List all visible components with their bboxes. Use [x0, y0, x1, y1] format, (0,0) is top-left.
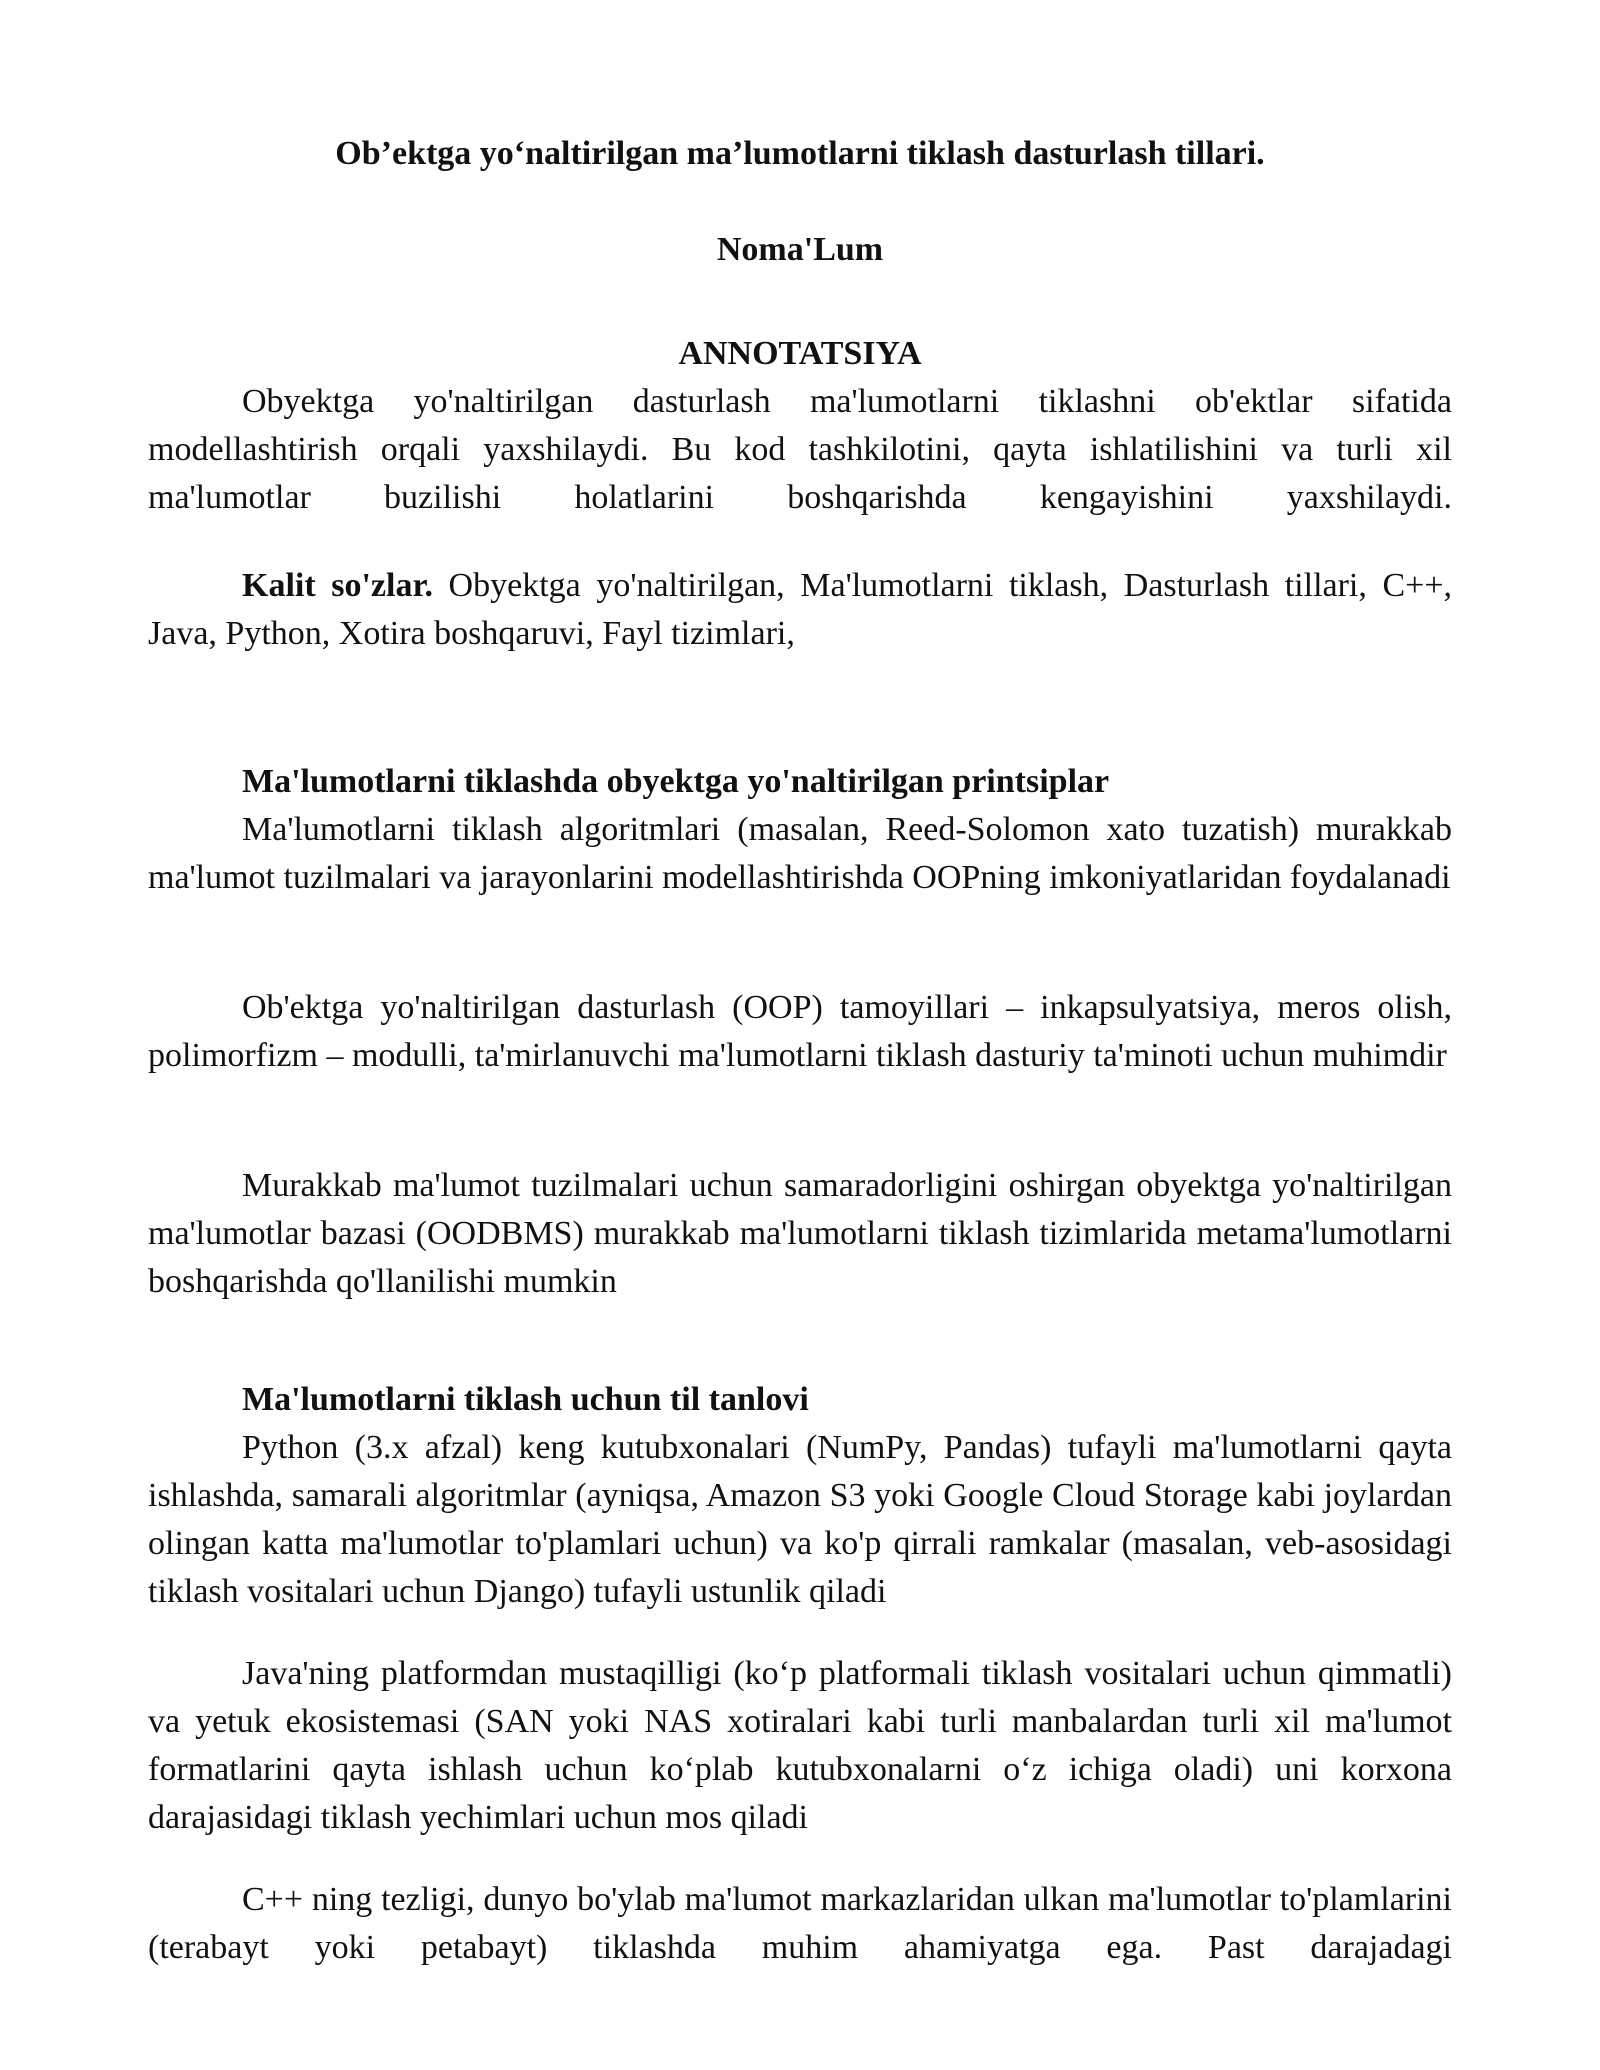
- section1-paragraph: Murakkab ma'lumot tuzilmalari uchun samaradorligini oshirgan obyektga yo'naltirilgan ma'lumotlar bazasi (OODBMS) murakkab ma'lumotlarni tiklash tizimlarida metama'lumotlarni boshqarishda qo'llanilishi mumkin: [148, 1167, 1452, 1300]
- section2-paragraph: Python (3.x afzal) keng kutubxonalari (NumPy, Pandas) tufayli ma'lumotlarni qayta ishlashda, samarali algoritmlar (ayniqsa, Amazon S3 yoki Google Cloud Storage kabi joylardan olingan katta ma'lumotlar to'plamlari uchun) va ko'p qirrali ramkalar (masalan, veb-asosidagi tiklash vositalari uchun Django) tufayli ustunlik qiladi: [148, 1429, 1452, 1610]
- section2-paragraph: C++ ning tezligi, dunyo bo'ylab ma'lumot markazlaridan ulkan ma'lumotlar to'plamlarini (terabayt yoki petabayt) tiklashda muhim ahamiyatga ega. Past darajadagi: [148, 1881, 1452, 1966]
- section-heading-language-choice: Ma'lumotlarni tiklash uchun til tanlovi: [242, 1381, 809, 1418]
- annotation-heading: ANNOTATSIYA: [678, 335, 922, 372]
- annotation-text: Obyektga yo'naltirilgan dasturlash ma'lumotlarni tiklashni ob'ektlar sifatida modellashtirish orqali yaxshilaydi. Bu kod tashkilotini, qayta ishlatilishini va turli xil ma'lumotlar buzilishi holatlarini boshqarishda kengayishini yaxshilaydi.: [148, 383, 1452, 516]
- section1-paragraph: Ma'lumotlarni tiklash algoritmlari (masalan, Reed-Solomon xato tuzatish) murakkab ma'lumot tuzilmalari va jarayonlarini modellashtirishda OOPning imkoniyatlaridan foydalanadi: [148, 811, 1452, 896]
- section1-paragraph: Ob'ektga yo'naltirilgan dasturlash (OOP) tamoyillari – inkapsulyatsiya, meros olish, polimorfizm – modulli, ta'mirlanuvchi ma'lumotlarni tiklash dasturiy ta'minoti uchun muhimdir: [148, 989, 1452, 1074]
- section2-paragraph: Java'ning platformdan mustaqilligi (ko‘p platformali tiklash vositalari uchun qimmatli) va yetuk ekosistemasi (SAN yoki NAS xotiralari kabi turli manbalardan turli xil ma'lumot formatlarini qayta ishlash uchun ko‘plab kutubxonalarni o‘z ichiga oladi) uni korxona darajasidagi tiklash yechimlari uchun mos qiladi: [148, 1655, 1452, 1836]
- document-title: Ob’ektga yo‘naltirilgan ma’lumotlarni tiklash dasturlash tillari.: [335, 135, 1265, 172]
- keywords-label: Kalit so'zlar.: [242, 567, 433, 604]
- keywords-paragraph: [148, 562, 1452, 658]
- section-heading-oop-principles: Ma'lumotlarni tiklashda obyektga yo'naltirilgan printsiplar: [242, 763, 1110, 800]
- document-author: Noma'Lum: [716, 231, 884, 268]
- keywords-text: Obyektga yo'naltirilgan, Ma'lumotlarni tiklash, Dasturlash tillari, C++, Java, Python, Xotira boshqaruvi, Fayl tizimlari,: [148, 567, 1452, 652]
